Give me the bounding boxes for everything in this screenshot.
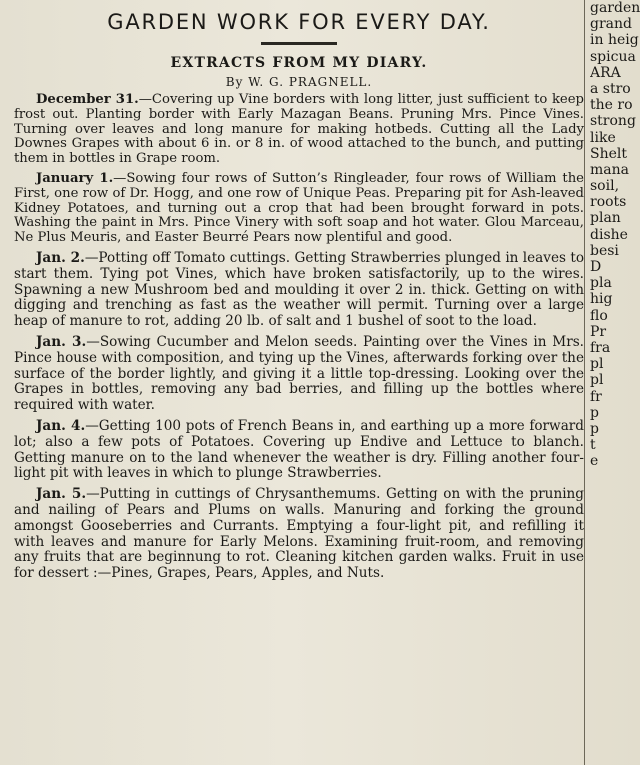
adjacent-column-fragment: a stro: [590, 80, 631, 97]
entry-text: —Putting in cuttings of Chrysanthemums. Getting on with the pruning and nailing of Pears and Plums on walls. Manuring and forking the ground amongst Gooseberries and Currants. Emptying a four-light pit, and refilling it with leaves and manure for Early Melons. Examining fruit-room, and removing any fruits that are beginnung to rot. Cleaning kitchen garden walks. Fruit in use for dessert :—Pines, Grapes, Pears, Apples, and Nuts.: [14, 486, 585, 582]
adjacent-column-fragment: besi: [590, 242, 619, 259]
entry-date: Jan. 4.: [36, 417, 86, 434]
diary-entry: [14, 251, 584, 330]
headline-rule: [261, 42, 337, 45]
adjacent-column-fragment: fr: [590, 388, 602, 405]
entry-date: Jan. 2.: [36, 249, 85, 266]
diary-entry: [14, 419, 584, 482]
article-byline: By W. G. PRAGNELL.: [225, 75, 373, 89]
diary-entry: [14, 93, 584, 167]
adjacent-column-fragment: p: [590, 420, 599, 437]
diary-entry: [14, 487, 584, 582]
adjacent-column-fragment: spicua: [590, 48, 636, 65]
entry-date: Jan. 5.: [36, 486, 87, 503]
adjacent-column-fragment: mana: [590, 161, 629, 178]
entry-text: —Covering up Vine borders with long litter, just sufficient to keep frost out. Planting border with Early Mazagan Beans. Pruning Mrs. Pince Vines. Turning over leaves and long manure for making hotbeds. Cutting all the Lady Downes Grapes with about 6 in. or 8 in. of wood attached to the bunch, and putting them in bottles in Grape room.: [14, 92, 584, 167]
adjacent-column-fragment: pl: [590, 372, 604, 389]
entry-text: —Sowing Cucumber and Melon seeds. Painting over the Vines in Mrs. Pince house with composition, and tying up the Vines, afterwards forking over the surface of the border lightly, and giving it a little top-dressing. Looking over the Grapes in bottles, removing any bad berries, and filling up the bottles where required with water.: [14, 333, 584, 414]
adjacent-column-fragment: D: [590, 259, 602, 275]
adjacent-column-fragment: strong: [590, 113, 636, 130]
adjacent-column-fragment: p: [590, 404, 599, 421]
adjacent-column-fragment: plan: [590, 210, 621, 227]
adjacent-column-fragment: Pr: [590, 323, 607, 340]
entry-text: —Potting off Tomato cuttings. Getting Strawberries plunged in leaves to start them. Tying pot Vines, which have broken satisfactorily, up to the wires. Spawning a new Mushroom bed and moulding it over 2 in. thick. Getting on with digging and trenching as fast as the weather will permit. Turning over a large heap of manure to rot, adding 20 lb. of salt and 1 bushel of soot to the load.: [14, 249, 585, 330]
adjacent-column-fragment: t: [590, 437, 596, 454]
adjacent-column-fragment: ARA: [590, 64, 621, 81]
adjacent-column-fragment: like: [590, 129, 616, 146]
article-subheading: EXTRACTS FROM MY DIARY.: [170, 55, 428, 71]
article-headline: GARDEN WORK FOR EVERY DAY.: [107, 10, 491, 34]
adjacent-column-fragment: roots: [590, 194, 627, 211]
adjacent-column-fragment: dishe: [590, 226, 628, 243]
adjacent-column-fragment: garden: [590, 0, 640, 16]
adjacent-column-fragment: e: [590, 453, 599, 470]
column-divider: [584, 0, 585, 765]
adjacent-column-fragment: Shelt: [590, 145, 627, 162]
diary-entry: [14, 335, 584, 414]
adjacent-column-fragment: hig: [590, 291, 613, 308]
adjacent-column-fragment: soil,: [590, 178, 620, 195]
entry-date: Jan. 3.: [36, 333, 87, 350]
adjacent-column-fragment: flo: [590, 307, 608, 324]
adjacent-column-fragment: pla: [590, 275, 612, 292]
adjacent-column: [590, 0, 640, 765]
adjacent-column-fragment: in heig: [590, 32, 639, 49]
adjacent-column-fragment: pl: [590, 356, 604, 373]
adjacent-column-fragment: grand: [590, 16, 632, 33]
diary-entry: [14, 172, 584, 246]
entry-date: January 1.: [36, 170, 114, 186]
entry-text: —Getting 100 pots of French Beans in, and earthing up a more forward lot; also a few pots of Potatoes. Covering up Endive and Lettuce to blanch. Getting manure on to the land whenever the weather is dry. Filling another four-light pit with leaves in which to plunge Strawberries.: [14, 417, 584, 482]
adjacent-column-fragment: fra: [590, 339, 611, 356]
main-column: [14, 0, 584, 765]
entry-date: December 31.: [36, 92, 139, 107]
adjacent-column-fragment: the ro: [590, 97, 633, 114]
entry-text: —Sowing four rows of Sutton’s Ringleader, four rows of William the First, one row of Dr. Hogg, and one row of Unique Peas. Preparing pit for Ash-leaved Kidney Potatoes, and turning out a crop that had been brought forward in pots. Washing the paint in Mrs. Pince Vinery with soft soap and hot water. Glou Marceau, Ne Plus Meuris, and Easter Beurré Pears now plentiful and good.: [14, 170, 584, 246]
